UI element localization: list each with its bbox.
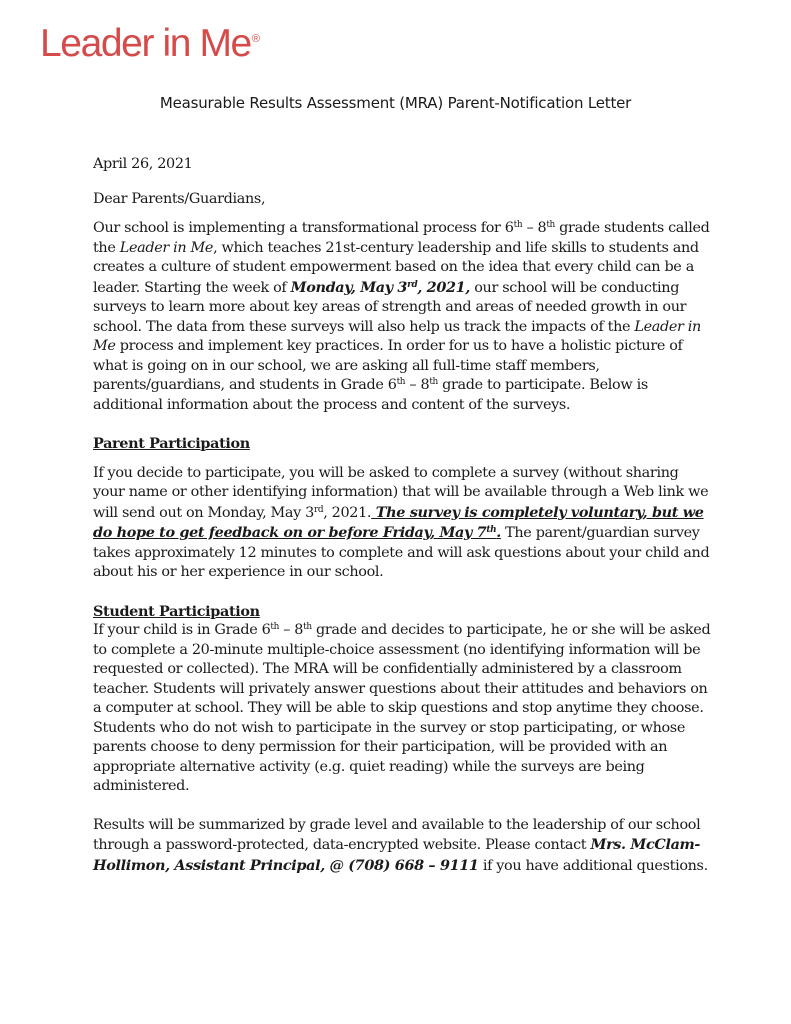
- program-name-2: Leader in Me: [93, 318, 701, 354]
- student-paragraph: [93, 621, 713, 797]
- intro-sup-3: th: [396, 377, 406, 388]
- salutation: Dear Parents/Guardians,: [93, 190, 266, 207]
- intro-text-7: – 8: [405, 377, 430, 393]
- parent-participation-heading: Parent Participation: [93, 435, 250, 452]
- start-date-a: Monday, May 3: [290, 278, 408, 296]
- student-text-3: grade and decides to participate, he or she will be asked to complete a 20-minute multiple-choice assessment (no identifying information will be requested or collected). The MRA will be confidentially administered by a classroom teacher. Students will privately answer questions about their attitudes and behaviors on a computer at school. They will be able to skip questions and stop anytime they choose. Students who do not wish to participate in the survey or stop participating, or whose parents choose to deny permission for their participation, will be provided with an appropriate alternative activity (e.g. quiet reading) while the surveys are being administered.: [93, 622, 711, 794]
- logo-text: Leader in Me: [40, 22, 251, 65]
- parent-text-3: The parent/guardian survey takes approximately 12 minutes to complete and will ask questions about your child and about his or her experience in our school.: [93, 525, 710, 580]
- voluntary-notice-sup: th: [486, 525, 497, 536]
- intro-text-4: , which teaches 21st-century leadership and life skills to students and creates a culture of student empowerment based on the idea that every child can be a leader. Starting the week of: [93, 239, 699, 296]
- start-date-sup: rd: [407, 279, 418, 290]
- results-text-1: Results will be summarized by grade level and available to the leadership of our school through a password-protected, data-encrypted website. Please contact: [93, 816, 701, 853]
- intro-text-1: Our school is implementing a transformational process for 6: [93, 220, 514, 236]
- parent-text-1: If you decide to participate, you will be asked to complete a survey (without sharing your name or other identifying information) that will be available through a Web link we will send out on Monday, May 3: [93, 464, 709, 521]
- registered-mark: ®: [251, 33, 260, 45]
- start-date-b: , 2021,: [417, 278, 470, 296]
- intro-sup-1: th: [513, 220, 523, 231]
- intro-text-3: grade students called the: [93, 220, 710, 256]
- intro-text-6: process and implement key practices. In order for us to have a holistic picture of what is going on in our school, we are asking all full-time staff members, parents/guardians, and students in Grade 6: [93, 338, 683, 393]
- intro-text-8: grade to participate. Below is additional information about the process and content of the surveys.: [93, 377, 648, 413]
- results-paragraph: [93, 816, 713, 877]
- program-name: Leader in Me: [119, 239, 214, 256]
- student-text-2: – 8: [279, 622, 304, 638]
- leader-in-me-logo: [40, 24, 260, 63]
- intro-sup-4: th: [429, 377, 438, 388]
- intro-paragraph: [93, 219, 713, 415]
- voluntary-notice-a: The survey is completely voluntary, but we do hope to get feedback on or before Friday, May 7: [93, 503, 704, 541]
- intro-sup-2: th: [546, 220, 555, 231]
- parent-paragraph: [93, 464, 713, 583]
- contact-info: Mrs. McClam-Hollimon, Assistant Principal, @ (708) 668 – 9111: [93, 836, 701, 874]
- parent-text-2: , 2021.: [323, 504, 372, 521]
- student-sup-2: th: [303, 622, 312, 633]
- voluntary-notice-b: .: [496, 524, 501, 541]
- student-participation-heading: Student Participation: [93, 602, 260, 620]
- letter-date: April 26, 2021: [93, 156, 193, 172]
- document-title: Measurable Results Assessment (MRA) Parent-Notification Letter: [159, 94, 632, 112]
- parent-sup-1: rd: [313, 504, 324, 515]
- start-date: [291, 279, 470, 296]
- intro-text-5: our school will be conducting surveys to learn more about key areas of strength and areas of needed growth in our school. The data from these surveys will also help us track the impacts of the: [93, 279, 687, 335]
- student-text-1: If your child is in Grade 6: [93, 622, 271, 638]
- letter-body: [93, 155, 713, 876]
- results-text-2: if you have additional questions.: [478, 857, 708, 874]
- student-sup-1: th: [270, 622, 280, 633]
- intro-text-2: – 8: [522, 220, 547, 236]
